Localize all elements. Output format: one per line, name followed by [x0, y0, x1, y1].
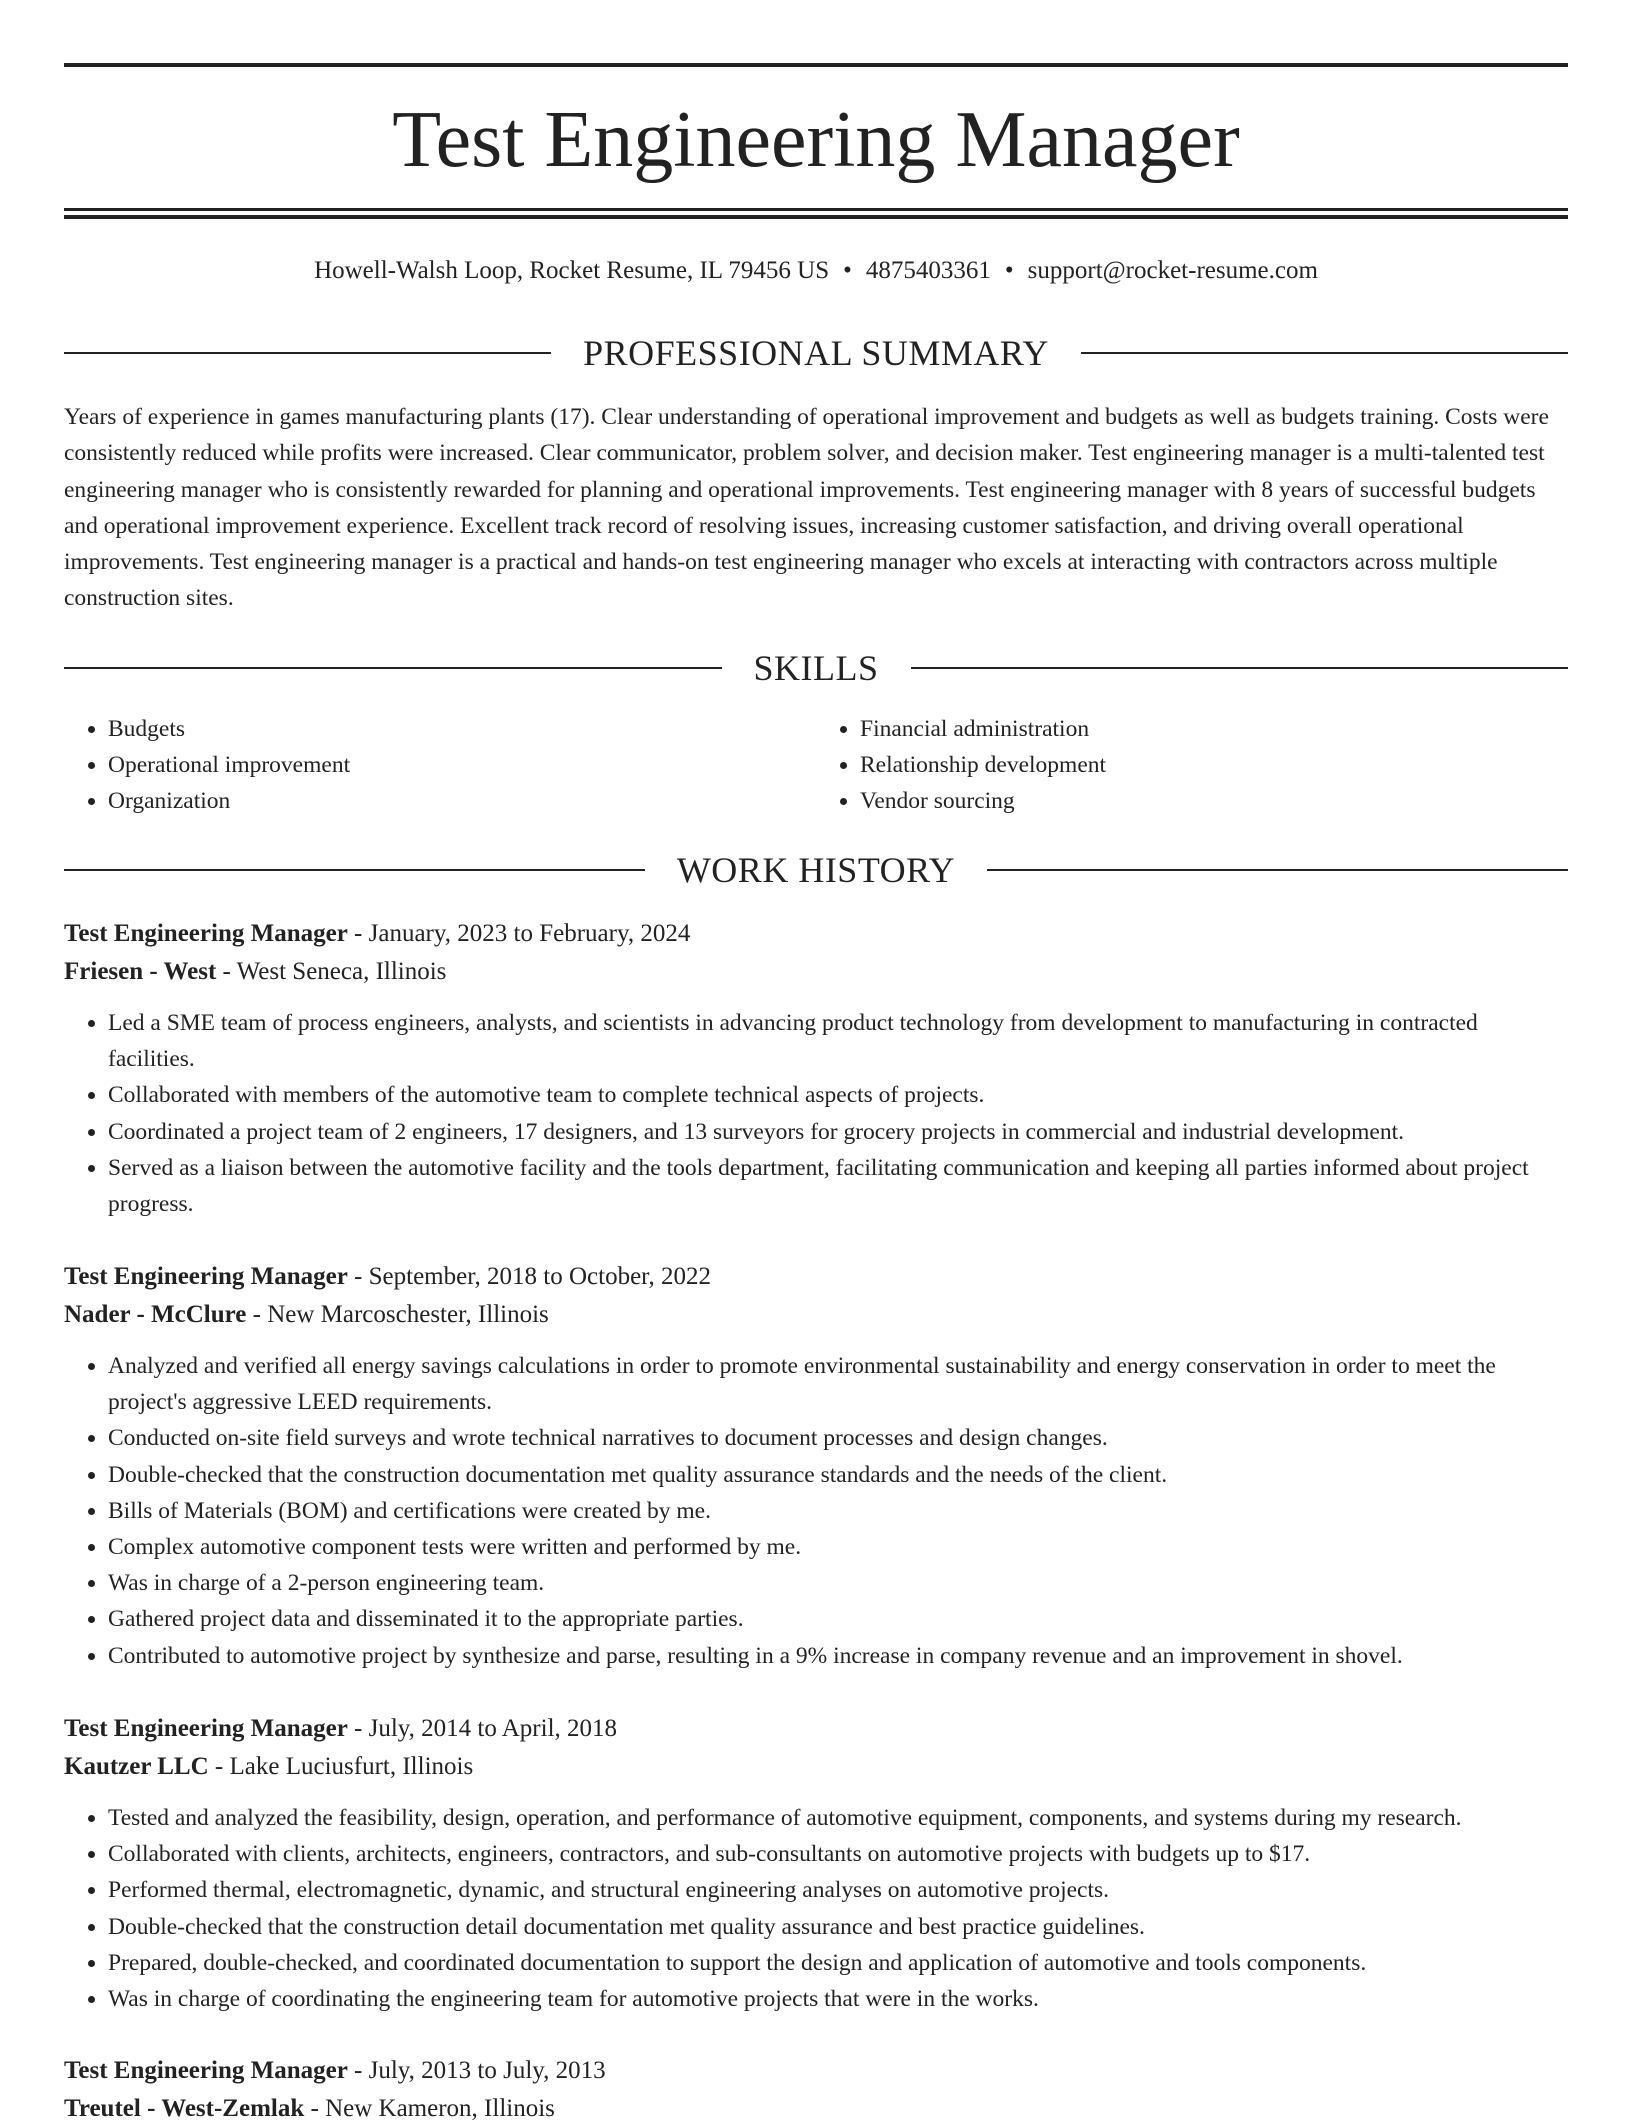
- contact-separator: •: [843, 257, 852, 284]
- job-bullet: • Coordinated a project team of 2 engineers, 17 designers, and 13 surveyors for grocery projects in commercial and industrial development.: [108, 1114, 1568, 1150]
- job-title-line: [64, 1710, 1568, 1748]
- contact-line: [64, 255, 1568, 287]
- skills-column-left: [64, 711, 816, 819]
- section-heading-label: WORK HISTORY: [676, 850, 956, 890]
- job-bullet: • Bills of Materials (BOM) and certifications were created by me.: [108, 1493, 1568, 1529]
- contact-address: Howell-Walsh Loop, Rocket Resume, IL 79456 US: [314, 257, 830, 284]
- section-heading-skills: [64, 646, 1568, 690]
- job-bullet: • Collaborated with clients, architects, engineers, contractors, and sub-consultants on automotive projects with budgets up to $17.: [108, 1836, 1568, 1872]
- job-entry: [64, 1710, 1568, 2017]
- job-bullet: • Complex automotive component tests were written and performed by me.: [108, 1529, 1568, 1565]
- job-bullet: • Analyzed and verified all energy savings calculations in order to promote environmental sustainability and energy conservation in order to meet the project's aggressive LEED requirements.: [108, 1348, 1568, 1420]
- job-title: Test Engineering Manager: [64, 2057, 348, 2084]
- job-bullet: • Gathered project data and disseminated it to the appropriate parties.: [108, 1601, 1568, 1637]
- skill-item: • Financial administration: [860, 711, 1568, 747]
- heading-rule: [64, 352, 551, 354]
- section-heading-label: PROFESSIONAL SUMMARY: [583, 333, 1049, 373]
- job-bullet: • Contributed to automotive project by synthesize and parse, resulting in a 9% increase in company revenue and an improvement in shovel.: [108, 1638, 1568, 1674]
- job-bullet: • Performed thermal, electromagnetic, dynamic, and structural engineering analyses on automotive projects.: [108, 1872, 1568, 1908]
- job-location: - West Seneca, Illinois: [222, 958, 447, 985]
- title-rule-upper: [64, 208, 1568, 211]
- job-title: Test Engineering Manager: [64, 1263, 348, 1290]
- job-bullet: • Double-checked that the construction documentation met quality assurance standards and the needs of the client.: [108, 1457, 1568, 1493]
- job-dates: - July, 2014 to April, 2018: [354, 1715, 618, 1742]
- job-dates: - September, 2018 to October, 2022: [354, 1263, 711, 1290]
- job-location: - New Marcoschester, Illinois: [252, 1301, 549, 1328]
- job-company: Nader - McClure: [64, 1301, 247, 1328]
- skills-list: [64, 711, 1568, 819]
- job-company: Treutel - West-Zemlak: [64, 2095, 305, 2122]
- top-rule: [64, 63, 1568, 67]
- section-heading-label: SKILLS: [753, 648, 879, 688]
- heading-rule: [987, 869, 1568, 871]
- summary-text: Years of experience in games manufacturing plants (17). Clear understanding of operational improvement and budgets as well as budgets training. Costs were consistently reduced while profits were increased. Clear communicator, problem solver, and decision maker. Test engineering manager is a multi-talented test engineering manager who is consistently rewarded for planning and operational improvements. Test engineering manager with 8 years of successful budgets and operational improvement experience. Excellent track record of resolving issues, increasing customer satisfaction, and driving overall operational improvements. Test engineering manager is a practical and hands-on test engineering manager who excels at interacting with contractors across multiple construction sites.: [64, 404, 1549, 612]
- job-title-line: [64, 1258, 1568, 1296]
- contact-separator: •: [1004, 257, 1014, 284]
- skills-column-right: [816, 711, 1568, 819]
- job-location: - Lake Luciusfurt, Illinois: [214, 1753, 474, 1780]
- section-heading-summary: [64, 331, 1568, 375]
- skill-item: • Operational improvement: [108, 747, 816, 783]
- job-title: Test Engineering Manager: [64, 920, 348, 947]
- job-company: Kautzer LLC: [64, 1753, 209, 1780]
- job-bullet: • Was in charge of a 2-person engineering team.: [108, 1565, 1568, 1601]
- job-company-line: [64, 1296, 1568, 1334]
- skill-item: • Budgets: [108, 711, 816, 747]
- job-bullet: • Served as a liaison between the automotive facility and the tools department, facilitating communication and keeping all parties informed about project progress.: [108, 1150, 1568, 1222]
- job-entry: [64, 915, 1568, 1222]
- heading-rule: [64, 667, 722, 669]
- job-title-line: [64, 2052, 1568, 2090]
- job-dates: - January, 2023 to February, 2024: [354, 920, 691, 947]
- job-bullet: • Double-checked that the construction detail documentation met quality assurance and best practice guidelines.: [108, 1909, 1568, 1945]
- title-rule-lower: [64, 215, 1568, 219]
- job-bullet: • Was in charge of coordinating the engineering team for automotive projects that were in the works.: [108, 1981, 1568, 2017]
- job-bullet: • Tested and analyzed the feasibility, design, operation, and performance of automotive equipment, components, and systems during my research.: [108, 1800, 1568, 1836]
- job-bullets: [64, 1800, 1568, 2017]
- job-bullet: • Led a SME team of process engineers, analysts, and scientists in advancing product technology from development to manufacturing in contracted facilities.: [108, 1005, 1568, 1077]
- job-company: Friesen - West: [64, 958, 217, 985]
- job-entry: [64, 1258, 1568, 1674]
- job-bullets: [64, 1348, 1568, 1674]
- contact-phone: 4875403361: [865, 257, 991, 284]
- contact-email: support@rocket-resume.com: [1027, 257, 1318, 284]
- job-title-line: [64, 915, 1568, 953]
- job-location: - New Kameron, Illinois: [310, 2095, 555, 2122]
- heading-rule: [64, 869, 645, 871]
- skill-item: • Vendor sourcing: [860, 783, 1568, 819]
- heading-rule: [911, 667, 1569, 669]
- job-company-line: [64, 953, 1568, 991]
- job-bullets: [64, 1005, 1568, 1222]
- job-dates: - July, 2013 to July, 2013: [354, 2057, 606, 2084]
- section-heading-work: [64, 848, 1568, 892]
- job-entry: [64, 2052, 1568, 2128]
- job-bullet: • Prepared, double-checked, and coordinated documentation to support the design and application of automotive and tools components.: [108, 1945, 1568, 1981]
- job-bullet: • Conducted on-site field surveys and wrote technical narratives to document processes and design changes.: [108, 1420, 1568, 1456]
- skill-item: • Organization: [108, 783, 816, 819]
- heading-rule: [1081, 352, 1568, 354]
- job-company-line: [64, 1748, 1568, 1786]
- job-company-line: [64, 2090, 1568, 2128]
- page-title: Test Engineering Manager: [392, 96, 1240, 184]
- job-bullet: • Collaborated with members of the automotive team to complete technical aspects of projects.: [108, 1077, 1568, 1113]
- job-title: Test Engineering Manager: [64, 1715, 348, 1742]
- skill-item: • Relationship development: [860, 747, 1568, 783]
